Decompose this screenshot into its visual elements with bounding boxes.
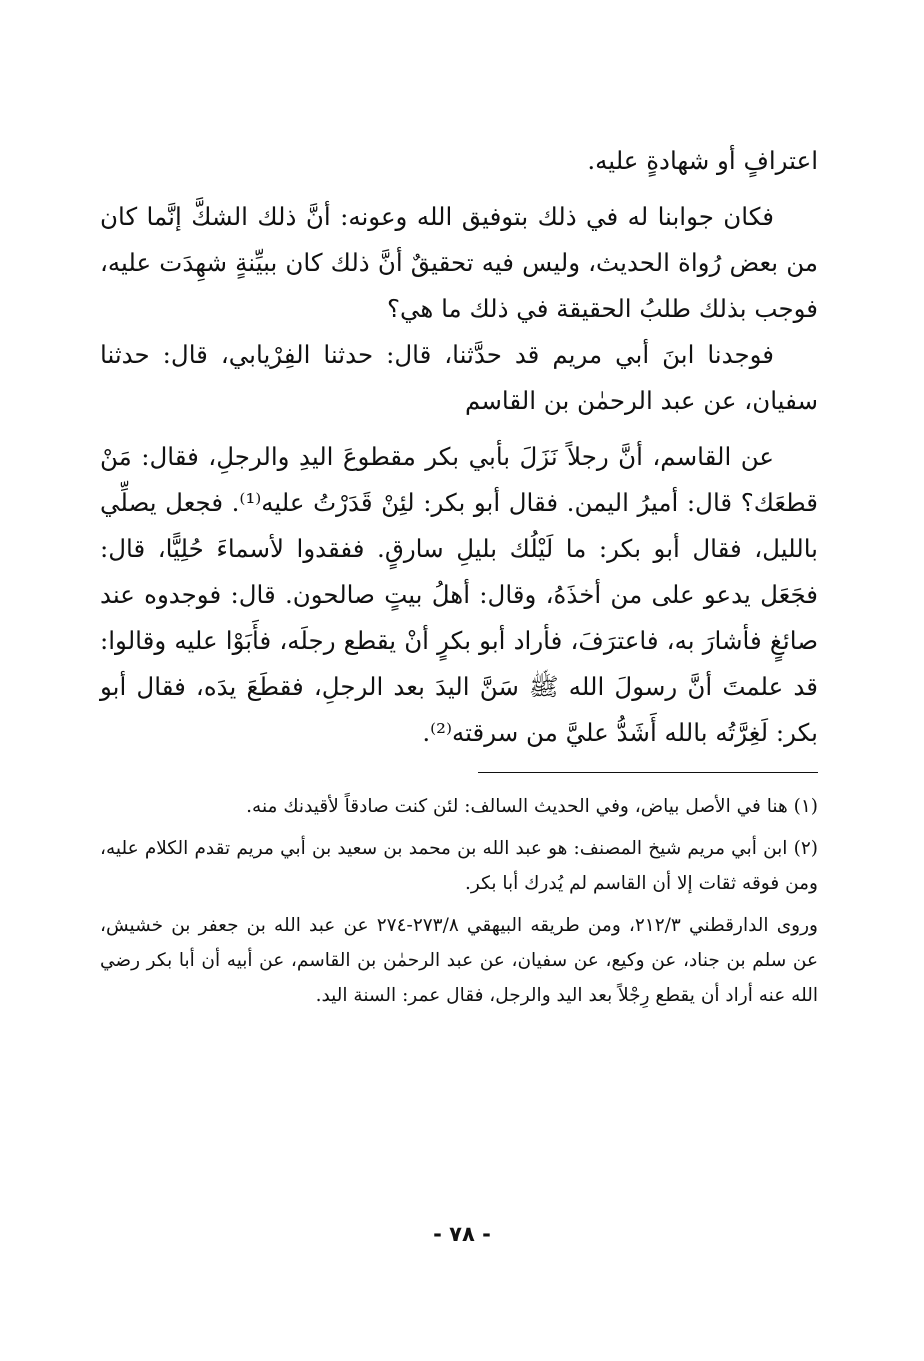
paragraph-continuation: اعترافٍ أو شهادةٍ عليه. (587, 146, 818, 175)
document-page (100, 138, 818, 1020)
paragraph-answer: فكان جوابنا له في ذلك بتوفيق الله وعونه: أنَّ ذلك الشكَّ إنَّما كان من بعض رُواة الحديث، وليس فيه تحقيقٌ أنَّ ذلك كان ببيِّنةٍ شهِدَت عليه، فوجب بذلك طلبُ الحقيقة في ذلك ما هي؟ (100, 202, 818, 323)
main-text (100, 138, 818, 756)
page-number: - ٧٨ - (433, 1222, 491, 1246)
footnotes (100, 789, 818, 1013)
footnote-1: (١) هنا في الأصل بياض، وفي الحديث السالف: لئن كنت صادقاً لأقيدنك منه. (246, 796, 818, 817)
paragraph-isnad: فوجدنا ابنَ أبي مريم قد حدَّثنا، قال: حدثنا الفِرْيابي، قال: حدثنا سفيان، عن عبد الرحمٰن بن القاسم (100, 340, 818, 415)
paragraph-hadith: عن القاسم، أنَّ رجلاً نَزَلَ بأبي بكر مقطوعَ اليدِ والرجلِ، فقال: مَنْ قطعَك؟ قال: أميرُ اليمن. فقال أبو بكر: لئِنْ قَدَرْتُ عليه⁽¹⁾. فجعل يصلِّي بالليل، فقال أبو بكر: ما لَيْلُك بليلِ سارقٍ. ففقدوا لأسماءَ حُلِيًّا، قال: فجَعَل يدعو على من أخذَهُ، وقال: أهلُ بيتٍ صالحون. قال: فوجدوه عند صائغٍ فأشارَ به، فاعترَفَ، فأراد أبو بكرٍ أنْ يقطع رجلَه، فأَبَوْا عليه وقالوا: قد علمتَ أنَّ رسولَ الله ﷺ سَنَّ اليدَ بعد الرجلِ، فقطَعَ يدَه، فقال أبو بكر: لَغِرَّتُه بالله أَشَدُّ عليَّ من سرقته⁽²⁾. (100, 442, 818, 747)
footnote-2: (٢) ابن أبي مريم شيخ المصنف: هو عبد الله بن محمد بن سعيد بن أبي مريم تقدم الكلام عليه، ومن فوقه ثقات إلا أن القاسم لم يُدرك أبا بكر. (100, 838, 818, 894)
footnote-separator (478, 772, 818, 773)
footnote-2-continuation: وروى الدارقطني ٢١٢/٣، ومن طريقه البيهقي ٢٧٣/٨-٢٧٤ عن عبد الله بن جعفر بن خشيش، عن سلم بن جناد، عن وكيع، عن سفيان، عن عبد الرحمٰن بن القاسم، عن أبيه أن أبا بكر رضي الله عنه أراد أن يقطع رِجْلاً بعد اليد والرجل، فقال عمر: السنة اليد. (100, 915, 818, 1006)
